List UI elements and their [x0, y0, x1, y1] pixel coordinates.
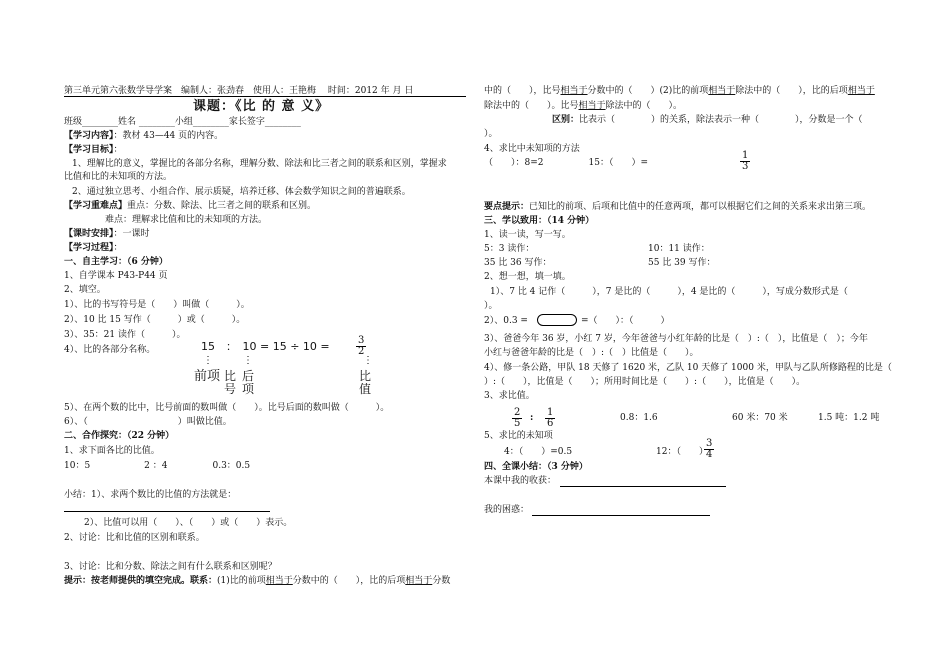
student-info: 班级________姓名 ________小组________家长签字________	[64, 117, 301, 127]
unknown-term-method: 4、求比中未知项的方法	[484, 144, 580, 154]
s1-q1: 1）、比的书写符号是（ ）叫做（ ）。	[64, 300, 250, 310]
section-3-heading: 三、学以致用：（14 分钟）	[484, 216, 595, 226]
gain-label: 本课中我的收获：	[484, 476, 557, 486]
s2-summary-2: 2）、比值可以用（ ）、（ ）或（ ）表示。	[84, 518, 293, 528]
page-title: 课题：《比 的 意 义》	[193, 99, 330, 114]
difficult-points: 难点：理解求比值和比的未知项的方法。	[105, 215, 268, 225]
s3-q2-end: =（ ）：（ ）	[581, 316, 670, 326]
s3-q1: 1）、7 比 4 记作（ ），7 是比的（ ），4 是比的（ ），写成分数形式是（	[490, 287, 848, 297]
s3-item-1: 1、读一读，写一写。	[484, 230, 571, 240]
ratio-diagram-equation: 15 ： 10 = 15 ÷ 10 =	[201, 340, 330, 353]
s3-q1-end: ）。	[484, 301, 498, 311]
label-antecedent: 前项	[194, 369, 221, 384]
confusion-answer-line[interactable]	[532, 515, 710, 516]
unknown-term-examples: （ ）：8=2 15：（ ）=	[484, 158, 648, 168]
write-35-36: 35 比 36 写作：	[484, 258, 552, 268]
learning-content: 【学习内容】：教材 43—44 页的内容。	[64, 131, 224, 141]
s1-q3: 3）、35：21 读作（ ）。	[64, 330, 186, 340]
relation-line-2: 除法中的（ ）。比号相当于除法中的（ ）。	[484, 101, 683, 111]
read-5-3: 5：3 读作：	[484, 244, 535, 254]
section-2-heading: 二、合作探究：（22 分钟）	[64, 431, 175, 441]
section-1-heading: 一、自主学习：（6 分钟）	[64, 257, 168, 267]
relation-line-1: 中的（ ），比号相当于分数中的（ ）(2)比的前项相当于除法中的（ ），比的后项相当于	[484, 86, 875, 96]
s2-item-2: 2、讨论：比和比值的区别和联系。	[64, 533, 205, 543]
key-hint: 要点提示：已知比的前项、后项和比值中的任意两项，都可以根据它们之间的关系来求出第三项。	[484, 202, 872, 212]
ratio-colon: :	[530, 413, 534, 423]
goal-1b: 比值和比的未知项的方法。	[64, 172, 173, 182]
fraction-three-fourths: $\frac{3}{4}$	[706, 438, 713, 460]
s2-item-3: 3、讨论：比和分数、除法之间有什么联系和区别呢？	[64, 562, 277, 572]
ratio-diagram-fraction: $\frac{3}{2}$	[358, 335, 365, 357]
doc-header: 第三单元第六张数学导学案 编制人：张劲春 使用人：王艳梅 时间：2012 年 月 日	[64, 86, 466, 97]
s3-q4-line1: 4）、修一条公路，甲队 18 天修了 1620 米，乙队 10 天修了 1000 米，甲队与乙队所修路程的比是（	[484, 363, 892, 373]
unknown-12: 12：（ ）	[656, 447, 708, 457]
s1-item-1: 1、自学课本 P43-P44 页	[64, 271, 168, 281]
s1-q4: 4）、比的各部分名称。	[64, 345, 156, 355]
s2-item-1: 1、求下面各比的比值。	[64, 446, 160, 456]
label-ratio-sign: 比号	[223, 369, 236, 396]
summary-line: 小结：1）、求两个数比的比值的方法就是：	[64, 490, 237, 500]
s1-q2: 2）、10 比 15 写作（ ）或（ ）。	[64, 315, 246, 325]
s1-item-2: 2、填空。	[64, 285, 106, 295]
write-55-39: 55 比 39 写作：	[648, 258, 716, 268]
time-arrangement: 【课时安排】：一课时	[64, 229, 150, 239]
learning-goals-heading: 【学习目标】：	[64, 145, 123, 155]
confusion-label: 我的困惑：	[484, 505, 530, 515]
s3-q3-line2: 小红与爸爸年龄的比是（ ）:（ ）比值是（ ）。	[484, 348, 699, 358]
s1-q6: 6）、（ ）叫做比值。	[64, 417, 232, 427]
goal-1a: 1、理解比的意义，掌握比的各部分名称，理解分数、除法和比三者之间的联系和区别，掌握求	[72, 159, 447, 169]
difference-line: 区别：比表示（ ）的关系，除法表示一种（ ），分数是一个（	[552, 115, 881, 125]
summary-answer-line[interactable]	[64, 511, 270, 512]
s3-q2-start: 2）、0.3 =	[484, 316, 528, 326]
label-consequent: 后项	[241, 369, 254, 396]
gain-answer-line[interactable]	[560, 486, 726, 487]
process-heading: 【学习过程】：	[64, 243, 123, 253]
fraction-one-third: $\frac{1}{3}$	[742, 150, 749, 172]
read-10-11: 10：11 读作：	[648, 244, 710, 254]
fraction-two-fifths: $\frac{2}{5}$	[514, 407, 521, 429]
ratio-0.8-1.6: 0.8：1.6	[620, 413, 658, 423]
hint-line: 提示：按老师提供的填空完成。联系：(1)比的前项相当于分数中的（ ），比的后项相当于分数	[64, 576, 451, 586]
goal-2: 2、通过独立思考、小组合作、展示质疑，培养迁移、体会数学知识之间的普遍联系。	[72, 187, 411, 197]
difference-line-end: ）。	[484, 129, 498, 139]
s1-q5: 5）、在两个数的比中，比号前面的数叫做（ ）。比号后面的数叫做（ ）。	[64, 403, 390, 413]
ratio-diagram-dots: ⋮ ⋮ ⋮	[203, 355, 373, 366]
s2-examples: 10：5 2 ：4 0.3：0.5	[64, 461, 251, 471]
s3-item-3: 3、求比值。	[484, 391, 535, 401]
s3-q4-line2: ）:（ ），比值是（ ）；所用时间比是（ ）:（ ），比值是（ ）。	[484, 377, 806, 387]
ratio-1.5-1.2: 1.5 吨：1.2 吨	[818, 413, 880, 423]
ratio-60-70: 60 米：70 米	[732, 413, 788, 423]
key-points: 【学习重难点】重点：分数、除法、比三者之间的联系和区别。	[64, 201, 317, 211]
blank-oval[interactable]	[537, 314, 577, 326]
label-ratio-value: 比值	[358, 369, 371, 396]
section-4-heading: 四、全课小结：（3 分钟）	[484, 462, 588, 472]
s3-item-2: 2、想一想，填一填。	[484, 272, 571, 282]
fraction-one-sixth: $\frac{1}{6}$	[547, 407, 554, 429]
s3-q3-line1: 3）、爸爸今年 36 岁，小红 7 岁，今年爸爸与小红年龄的比是（ ）:（ ），比值是（ ）；今年	[484, 334, 868, 344]
s3-item-5: 5、求比的未知项	[484, 431, 553, 441]
unknown-4: 4：（ ）=0.5	[504, 447, 573, 457]
